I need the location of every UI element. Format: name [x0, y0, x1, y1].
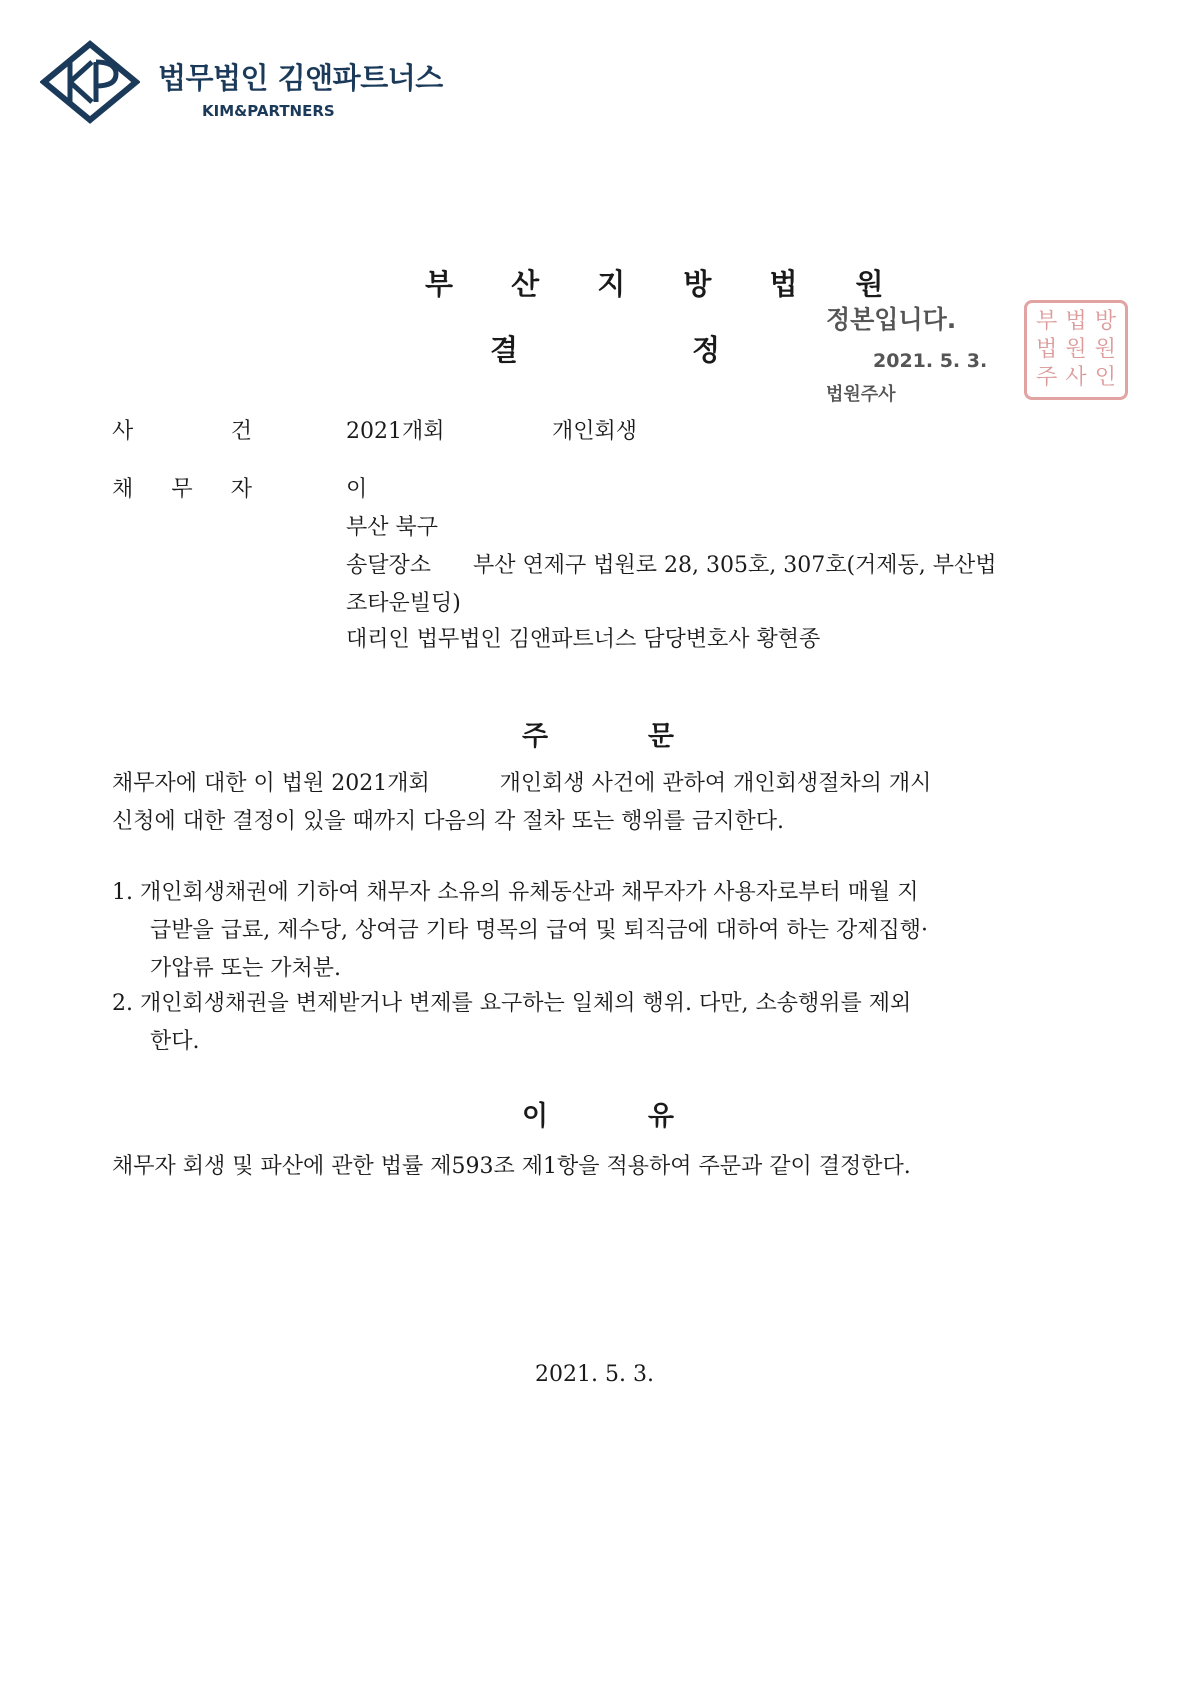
order-heading: [522, 714, 674, 753]
firm-name-english: KIM&PARTNERS: [202, 102, 335, 120]
debtor-name: 이: [346, 477, 368, 502]
debtor-label: [112, 472, 252, 503]
legal-agent: 대리인 법무법인 김앤파트너스 담당변호사 황현종: [346, 627, 821, 652]
service-address: 부산 연제구 법원로 28, 305호, 307호(거제동, 부산법: [473, 553, 997, 578]
order-item-1-cont: 가압류 또는 가처분.: [150, 956, 341, 981]
order-item-2-cont: 한다.: [150, 1029, 200, 1054]
debtor-label-char: 자: [230, 477, 252, 502]
case-number: 2021개회: [346, 419, 445, 444]
service-address-cont: 조타운빌딩): [346, 591, 461, 616]
document-title: [490, 328, 720, 369]
reason-heading: [522, 1094, 674, 1133]
order-item-1: 1. 개인회생채권에 기하여 채무자 소유의 유체동산과 채무자가 사용자로부터 매월 지: [112, 880, 919, 905]
order-heading-char: 주: [522, 721, 549, 752]
order-heading-char: 문: [647, 721, 674, 752]
decision-date: 2021. 5. 3.: [535, 1362, 654, 1387]
order-paragraph: [112, 765, 931, 841]
order-paragraph-line: 채무자에 대한 이 법원 2021개회 개인회생 사건에 관하여 개인회생절차의 개시: [112, 771, 932, 796]
service-label: 송달장소: [346, 553, 432, 578]
document-title-char: 정: [691, 333, 720, 367]
debtor-address: 부산 북구: [346, 515, 439, 540]
firm-name-korean: 법무법인 김앤파트너스: [158, 61, 443, 95]
court-name: 부 산 지 방 법 원: [425, 267, 908, 301]
case-name: 개인회생: [552, 419, 638, 444]
firm-logo-icon: [40, 40, 140, 124]
reason-paragraph: 채무자 회생 및 파산에 관한 법률 제593조 제1항을 적용하여 주문과 같이 결정한다.: [112, 1154, 911, 1179]
order-paragraph-line: 신청에 대한 결정이 있을 때까지 다음의 각 절차 또는 행위를 금지한다.: [112, 809, 784, 834]
case-label: [112, 414, 252, 445]
certification-date: 2021. 5. 3.: [873, 350, 988, 372]
case-label-char: 사: [112, 419, 134, 444]
case-label-char: 건: [230, 419, 252, 444]
firm-logo: [40, 40, 480, 135]
order-item-2: 2. 개인회생채권을 변제받거나 변제를 요구하는 일체의 행위. 다만, 소송행위를 제외: [112, 991, 912, 1016]
order-item-1-cont: 급받을 급료, 제수당, 상여금 기타 명목의 급여 및 퇴직금에 대하여 하는 강제집행·: [150, 918, 928, 943]
debtor-label-char: 무: [171, 477, 193, 502]
reason-heading-char: 이: [522, 1101, 549, 1132]
certified-copy-text: 정본입니다.: [826, 305, 957, 334]
court-seal: 부 법 방 법 원 원 주 사 인: [1024, 300, 1128, 400]
debtor-label-char: 채: [112, 477, 134, 502]
court-clerk: 법원주사: [826, 384, 896, 405]
reason-heading-char: 유: [647, 1101, 674, 1132]
document-title-char: 결: [490, 333, 519, 367]
